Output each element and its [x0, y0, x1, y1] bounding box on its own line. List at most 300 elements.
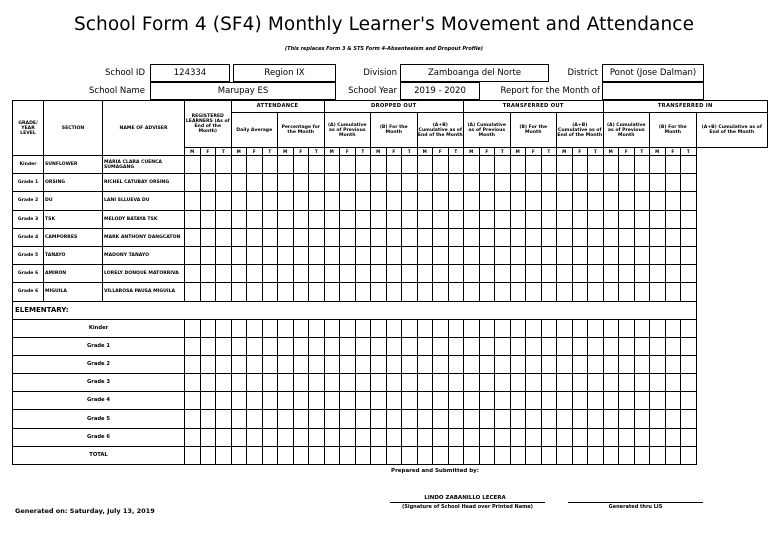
cell-value [572, 283, 588, 301]
cell-value [619, 246, 635, 264]
cell-value [541, 392, 557, 410]
cell-value [200, 410, 216, 428]
cell-value [324, 265, 340, 283]
cell-value [262, 246, 278, 264]
cell-value [541, 337, 557, 355]
cell-value [216, 156, 232, 174]
cell-value [464, 192, 480, 210]
cell-section: ORSING [44, 174, 103, 192]
cell-value [448, 319, 464, 337]
cell-value [185, 355, 201, 373]
cell-section: SUNFLOWER [44, 156, 103, 174]
header-t: T [588, 148, 604, 156]
cell-value [247, 283, 263, 301]
cell-grade: Grade 5 [13, 246, 44, 264]
cell-value [247, 210, 263, 228]
cell-value [324, 319, 340, 337]
header-f: F [665, 148, 681, 156]
cell-value [200, 210, 216, 228]
cell-value [309, 374, 325, 392]
cell-value [588, 156, 604, 174]
school-id-field: 124334 [150, 64, 230, 82]
cell-value [324, 192, 340, 210]
header-m: M [185, 148, 201, 156]
cell-value [402, 228, 418, 246]
cell-value [200, 174, 216, 192]
cell-value [603, 355, 619, 373]
cell-value [293, 428, 309, 446]
cell-value [665, 319, 681, 337]
cell-value [603, 374, 619, 392]
cell-value [464, 410, 480, 428]
cell-value [200, 374, 216, 392]
cell-value [371, 337, 387, 355]
cell-value [572, 374, 588, 392]
cell-grade: Grade 6 [13, 265, 44, 283]
cell-value [247, 374, 263, 392]
header-m: M [371, 148, 387, 156]
cell-value [371, 392, 387, 410]
cell-value [293, 446, 309, 464]
cell-value [541, 355, 557, 373]
cell-value [464, 428, 480, 446]
cell-value [371, 156, 387, 174]
cell-value [665, 210, 681, 228]
cell-value [386, 410, 402, 428]
cell-value [231, 192, 247, 210]
cell-value [634, 156, 650, 174]
cell-value [216, 265, 232, 283]
cell-value [417, 265, 433, 283]
cell-value [355, 392, 371, 410]
cell-value [510, 156, 526, 174]
cell-value [510, 192, 526, 210]
cell-value [603, 410, 619, 428]
cell-value [417, 410, 433, 428]
cell-value [448, 265, 464, 283]
cell-value [572, 210, 588, 228]
cell-value [185, 265, 201, 283]
cell-value [588, 374, 604, 392]
cell-value [588, 355, 604, 373]
cell-value [495, 192, 511, 210]
cell-value [324, 446, 340, 464]
elementary-label: ELEMENTARY: [13, 301, 697, 319]
cell-value [650, 337, 666, 355]
cell-value [603, 283, 619, 301]
cell-value [495, 319, 511, 337]
cell-value [665, 428, 681, 446]
cell-value [557, 392, 573, 410]
header-t: T [262, 148, 278, 156]
summary-label: Grade 5 [13, 410, 185, 428]
cell-value [619, 446, 635, 464]
cell-value [510, 283, 526, 301]
cell-value [355, 355, 371, 373]
cell-value [588, 210, 604, 228]
cell-value [541, 246, 557, 264]
cell-value [665, 410, 681, 428]
cell-value [479, 337, 495, 355]
cell-value [448, 228, 464, 246]
cell-value [402, 410, 418, 428]
cell-value [510, 392, 526, 410]
cell-value [541, 265, 557, 283]
cell-value [262, 428, 278, 446]
cell-value [231, 228, 247, 246]
cell-value [448, 246, 464, 264]
header-m: M [324, 148, 340, 156]
cell-value [262, 265, 278, 283]
cell-value [526, 428, 542, 446]
cell-value [417, 337, 433, 355]
cell-value [557, 156, 573, 174]
cell-value [293, 337, 309, 355]
cell-value [541, 228, 557, 246]
form-subtitle: (This replaces Form 3 & STS Form 4-Absenteeism and Dropout Profile) [284, 46, 484, 52]
cell-value [572, 446, 588, 464]
cell-value [386, 355, 402, 373]
cell-value [185, 156, 201, 174]
cell-value [588, 319, 604, 337]
cell-value [386, 374, 402, 392]
cell-value [340, 410, 356, 428]
cell-value [510, 228, 526, 246]
cell-value [386, 265, 402, 283]
cell-value [634, 174, 650, 192]
cell-value [309, 283, 325, 301]
cell-value [402, 428, 418, 446]
cell-value [371, 283, 387, 301]
table-row [13, 192, 768, 210]
cell-value [185, 210, 201, 228]
cell-value [262, 410, 278, 428]
cell-value [200, 337, 216, 355]
cell-value [402, 192, 418, 210]
cell-value [417, 192, 433, 210]
cell-value [247, 174, 263, 192]
cell-value [231, 174, 247, 192]
cell-value [200, 265, 216, 283]
cell-value [216, 246, 232, 264]
cell-value [448, 283, 464, 301]
cell-value [417, 428, 433, 446]
cell-value [278, 355, 294, 373]
cell-value [557, 174, 573, 192]
cell-value [665, 446, 681, 464]
cell-value [619, 156, 635, 174]
table-row [13, 156, 768, 174]
header-registered: REGISTERED LEARNERS (As of End of the Month) [185, 101, 232, 148]
cell-value [355, 246, 371, 264]
cell-value [433, 319, 449, 337]
cell-value [526, 355, 542, 373]
cell-value [634, 210, 650, 228]
summary-row [13, 392, 768, 410]
cell-value [355, 319, 371, 337]
cell-value [526, 337, 542, 355]
cell-value [448, 337, 464, 355]
cell-value [324, 337, 340, 355]
cell-value [510, 174, 526, 192]
cell-value [557, 337, 573, 355]
header-section: SECTION [44, 101, 103, 156]
cell-value [262, 283, 278, 301]
cell-value [619, 355, 635, 373]
cell-value [495, 156, 511, 174]
cell-value [216, 446, 232, 464]
cell-value [340, 374, 356, 392]
signer-name: LINDO ZABANILLO LECERA [424, 495, 506, 501]
cell-value [650, 374, 666, 392]
cell-value [185, 192, 201, 210]
cell-value [262, 174, 278, 192]
table-row [13, 210, 768, 228]
cell-value [681, 319, 697, 337]
cell-value [231, 283, 247, 301]
cell-value [402, 265, 418, 283]
cell-value [231, 428, 247, 446]
cell-value [619, 410, 635, 428]
cell-value [681, 265, 697, 283]
cell-value [526, 392, 542, 410]
cell-section: DU [44, 192, 103, 210]
header-m: M [464, 148, 480, 156]
table-row [13, 265, 768, 283]
cell-value [247, 319, 263, 337]
cell-value [433, 174, 449, 192]
cell-value [247, 246, 263, 264]
cell-value [262, 156, 278, 174]
summary-row [13, 428, 768, 446]
cell-value [634, 410, 650, 428]
cell-value [495, 428, 511, 446]
cell-value [619, 337, 635, 355]
summary-label: TOTAL [13, 446, 185, 464]
cell-value [371, 210, 387, 228]
report-month-field [602, 82, 704, 100]
cell-value [185, 374, 201, 392]
cell-value [479, 210, 495, 228]
header-adviser: NAME OF ADVISER [103, 101, 185, 156]
cell-value [262, 210, 278, 228]
cell-value [216, 337, 232, 355]
cell-value [495, 337, 511, 355]
cell-value [200, 228, 216, 246]
cell-value [665, 355, 681, 373]
cell-value [247, 156, 263, 174]
cell-value [402, 246, 418, 264]
cell-value [681, 446, 697, 464]
cell-value [448, 374, 464, 392]
cell-value [588, 174, 604, 192]
cell-value [510, 337, 526, 355]
cell-value [665, 283, 681, 301]
cell-value [650, 265, 666, 283]
cell-value [510, 319, 526, 337]
cell-value [340, 392, 356, 410]
cell-value [448, 210, 464, 228]
cell-value [572, 156, 588, 174]
cell-value [433, 265, 449, 283]
cell-value [216, 374, 232, 392]
cell-value [262, 446, 278, 464]
school-year-label: School Year [348, 86, 397, 96]
cell-value [278, 410, 294, 428]
cell-value [262, 319, 278, 337]
header-cumulative-previous: (A) Cumulative as of Previous Month [603, 113, 650, 148]
cell-value [417, 374, 433, 392]
cell-value [278, 392, 294, 410]
cell-value [433, 156, 449, 174]
cell-value [417, 446, 433, 464]
cell-value [355, 210, 371, 228]
cell-value [681, 192, 697, 210]
cell-section: TAÑAYO [44, 246, 103, 264]
cell-value [278, 228, 294, 246]
cell-value [309, 246, 325, 264]
cell-value [448, 192, 464, 210]
header-transferred-out: TRANSFERRED OUT [464, 101, 604, 113]
header-m: M [650, 148, 666, 156]
cell-value [433, 392, 449, 410]
cell-value [247, 355, 263, 373]
cell-value [464, 174, 480, 192]
cell-value [293, 283, 309, 301]
cell-value [479, 156, 495, 174]
cell-value [526, 210, 542, 228]
header-t: T [216, 148, 232, 156]
attendance-table [12, 100, 768, 465]
cell-value [495, 283, 511, 301]
cell-value [278, 428, 294, 446]
cell-value [665, 246, 681, 264]
school-name-label: School Name [89, 86, 145, 96]
header-t: T [355, 148, 371, 156]
cell-value [557, 265, 573, 283]
cell-value [495, 392, 511, 410]
cell-value [665, 265, 681, 283]
cell-value [665, 228, 681, 246]
cell-value [185, 246, 201, 264]
cell-value [262, 355, 278, 373]
summary-label: Grade 6 [13, 428, 185, 446]
cell-value [185, 410, 201, 428]
cell-value [681, 428, 697, 446]
cell-adviser: MARK ANTHONY DANGCATON [103, 228, 185, 246]
cell-value [464, 392, 480, 410]
cell-value [231, 392, 247, 410]
cell-value [417, 228, 433, 246]
summary-row [13, 410, 768, 428]
header-f: F [479, 148, 495, 156]
cell-grade: Grade 6 [13, 283, 44, 301]
cell-value [526, 374, 542, 392]
cell-value [386, 446, 402, 464]
cell-value [619, 319, 635, 337]
cell-value [619, 283, 635, 301]
cell-value [510, 355, 526, 373]
cell-value [479, 428, 495, 446]
cell-value [479, 410, 495, 428]
cell-value [634, 319, 650, 337]
summary-label: Grade 2 [13, 355, 185, 373]
cell-value [479, 355, 495, 373]
cell-value [479, 192, 495, 210]
cell-value [247, 410, 263, 428]
cell-grade: Grade 4 [13, 228, 44, 246]
cell-value [293, 392, 309, 410]
header-m: M [278, 148, 294, 156]
cell-value [588, 392, 604, 410]
cell-value [324, 156, 340, 174]
cell-value [557, 410, 573, 428]
cell-value [495, 246, 511, 264]
cell-value [681, 174, 697, 192]
header-t: T [681, 148, 697, 156]
header-cumulative-end: (A+B) Cumulative as of End of the Month [696, 113, 768, 148]
division-field: Zamboanga del Norte [400, 64, 549, 82]
cell-value [340, 156, 356, 174]
signer-caption: (Signature of School Head over Printed Name) [402, 504, 533, 510]
header-t: T [448, 148, 464, 156]
cell-section: AMIRON [44, 265, 103, 283]
cell-value [355, 192, 371, 210]
cell-value [603, 428, 619, 446]
cell-value [247, 392, 263, 410]
cell-value [433, 283, 449, 301]
cell-value [526, 228, 542, 246]
cell-value [309, 446, 325, 464]
generated-line [568, 502, 703, 503]
cell-value [185, 337, 201, 355]
cell-value [464, 228, 480, 246]
table-row [13, 228, 768, 246]
cell-value [200, 192, 216, 210]
cell-value [541, 192, 557, 210]
cell-value [541, 410, 557, 428]
cell-value [185, 428, 201, 446]
cell-value [603, 174, 619, 192]
cell-value [309, 192, 325, 210]
summary-label: Kinder [13, 319, 185, 337]
cell-value [479, 374, 495, 392]
cell-value [557, 374, 573, 392]
cell-value [557, 246, 573, 264]
cell-adviser: LANI SLLUEVA DU [103, 192, 185, 210]
school-name-field: Marupay ES [150, 82, 336, 100]
cell-value [293, 210, 309, 228]
cell-value [371, 410, 387, 428]
cell-value [371, 228, 387, 246]
cell-value [572, 192, 588, 210]
cell-value [340, 210, 356, 228]
cell-value [495, 210, 511, 228]
cell-value [588, 283, 604, 301]
cell-adviser: VILLAROSA PAUSA MIGUILA [103, 283, 185, 301]
cell-value [541, 156, 557, 174]
cell-value [185, 319, 201, 337]
cell-value [526, 410, 542, 428]
cell-value [464, 319, 480, 337]
cell-value [386, 174, 402, 192]
cell-value [231, 265, 247, 283]
cell-value [433, 446, 449, 464]
cell-value [634, 446, 650, 464]
header-for-month: (B) For the Month [371, 113, 418, 148]
cell-value [231, 337, 247, 355]
cell-value [340, 174, 356, 192]
